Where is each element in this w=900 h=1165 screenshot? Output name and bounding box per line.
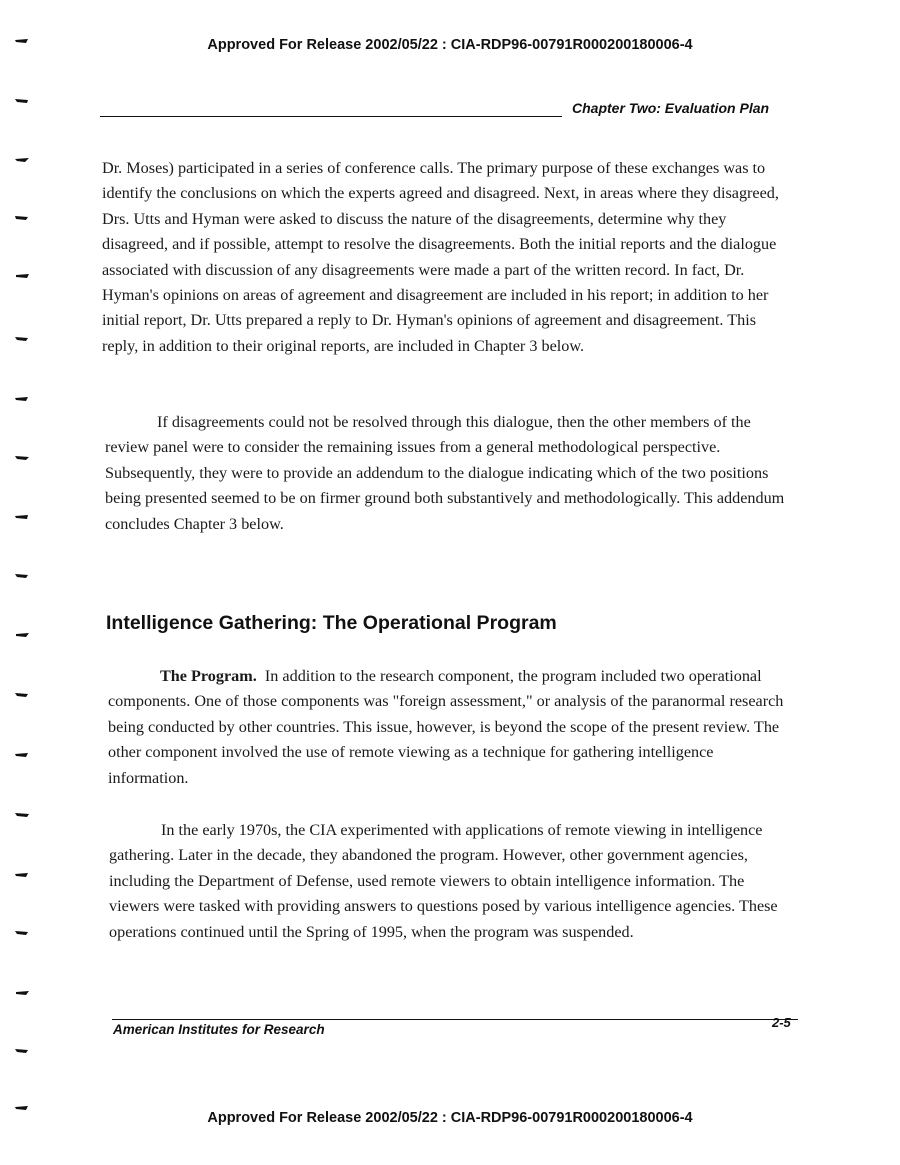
punch-hole-mark (14, 752, 30, 758)
paragraph-cia-history: In the early 1970s, the CIA experimented with applications of remote viewing in intelligence gathering. Later in the decade, they abandoned the program. However, other government agencies, including the Department of Defense, used remote viewers to obtain intelligence information. The viewers were tasked with providing answers to questions posed by various intelligence agencies. These operations continued until the Spring of 1995, when the program was suspended. (109, 821, 778, 941)
chapter-header: Chapter Two: Evaluation Plan (572, 100, 770, 116)
punch-hole-mark (14, 990, 30, 996)
punch-hole-mark (14, 38, 30, 44)
section-heading: Intelligence Gathering: The Operational Program (106, 612, 557, 634)
footer-rule (112, 1019, 798, 1020)
paragraph-disagreements: If disagreements could not be resolved through this dialogue, then the other members of the review panel were to consider the remaining issues from a general methodological perspective. Subsequently, they were to provide an addendum to the dialogue indicating which of the two positions being presented seemed to be on firmer ground both substantively and methodologically. This addendum concludes Chapter 3 below. (105, 413, 785, 533)
punch-hole-mark (14, 215, 30, 221)
punch-hole-mark (14, 632, 30, 638)
punch-hole-mark (14, 98, 30, 104)
punch-hole-mark (14, 157, 30, 163)
punch-hole-mark (14, 573, 30, 579)
punch-hole-mark (14, 514, 30, 520)
punch-hole-mark (14, 336, 30, 342)
punch-hole-mark (14, 273, 30, 279)
run-in-heading: The Program. (160, 667, 257, 685)
paragraph-conference-calls: Dr. Moses) participated in a series of conference calls. The primary purpose of these exchanges was to identify the conclusions on which the experts agreed and disagreed. Next, in areas where they disagreed, Drs. Utts and Hyman were asked to discuss the nature of the disagreements, determine why they disagreed, and if possible, attempt to resolve the disagreements. Both the initial reports and the dialogue associated with discussion of any disagreements were made a part of the written record. In fact, Dr. Hyman's opinions on areas of agreement and disagreement are included in his report; in addition to her initial report, Dr. Utts prepared a reply to Dr. Hyman's opinions of agreement and disagreement. This reply, in addition to their original reports, are included in Chapter 3 below. (102, 159, 779, 355)
punch-hole-mark (14, 812, 30, 818)
release-stamp-bottom: Approved For Release 2002/05/22 : CIA-RDP96-00791R000200180006-4 (207, 1110, 693, 1126)
punch-hole-mark (14, 692, 30, 698)
paragraph-the-program-text: In addition to the research component, the program included two operational components. One of those components was "foreign assessment," or analysis of the paranormal research being conducted by other countries. This issue, however, is beyond the scope of the present review. The other component involved the use of remote viewing as a technique for gathering intelligence information. (108, 667, 784, 787)
punch-hole-mark (14, 455, 30, 461)
footer-organization: American Institutes for Research (113, 1022, 325, 1037)
punch-hole-mark (14, 930, 30, 936)
header-rule (100, 116, 562, 117)
punch-hole-mark (14, 872, 30, 878)
punch-hole-mark (14, 1048, 30, 1054)
punch-hole-mark (14, 396, 30, 402)
release-stamp-top: Approved For Release 2002/05/22 : CIA-RDP96-00791R000200180006-4 (207, 37, 693, 53)
punch-hole-mark (14, 1105, 30, 1111)
page-number: 2-5 (772, 1015, 791, 1030)
paragraph-the-program (108, 664, 796, 791)
